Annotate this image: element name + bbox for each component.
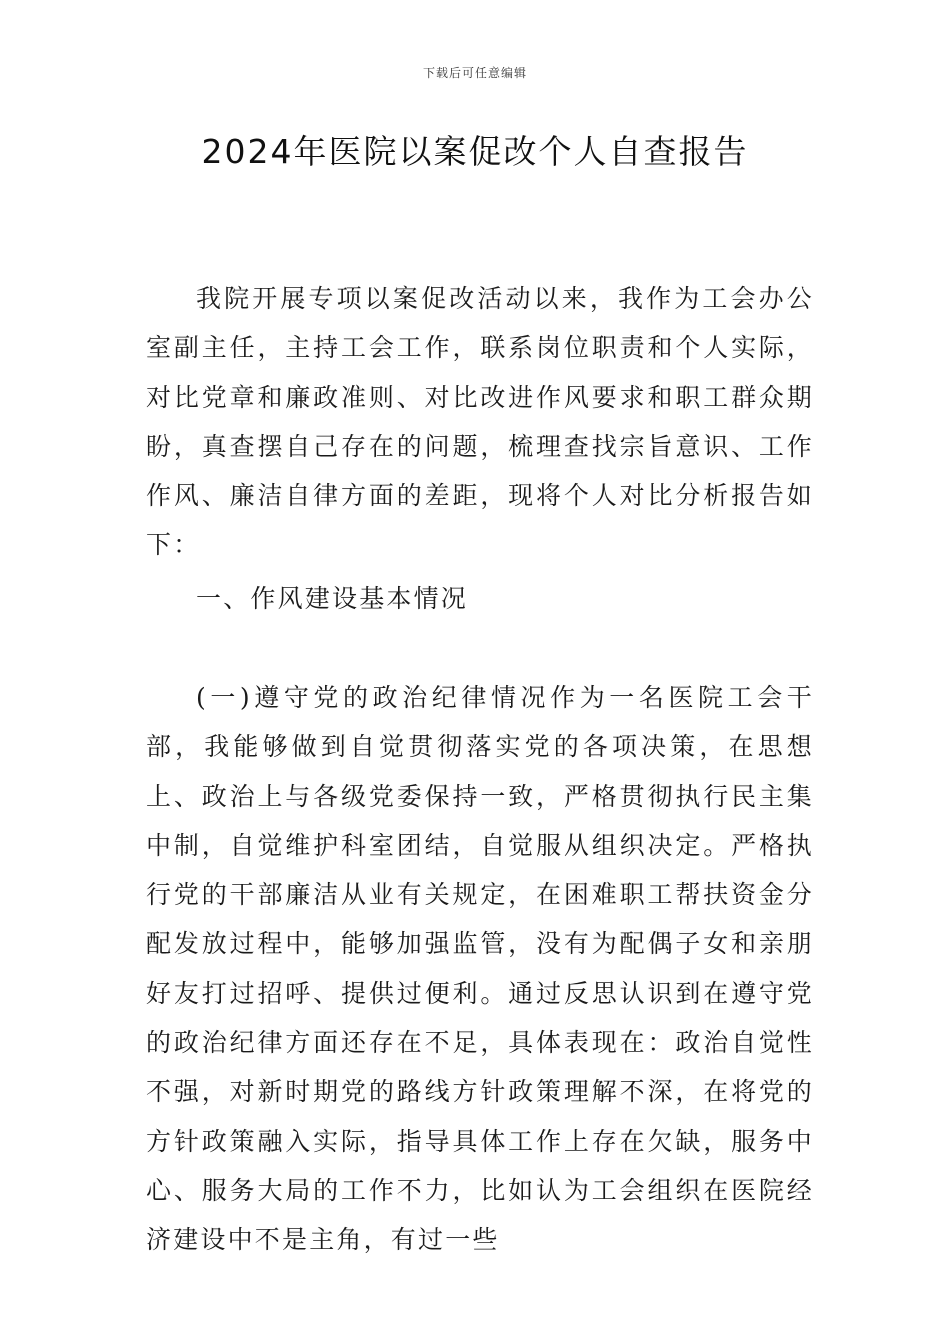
subsection-paragraph-one: (一)遵守党的政治纪律情况作为一名医院工会干部，我能够做到自觉贯彻落实党的各项决策，在思想上、政治上与各级党委保持一致，严格贯彻执行民主集中制，自觉维护科室团结，自觉服从组织决定。严格执行党的干部廉洁从业有关规定，在困难职工帮扶资金分配发放过程中，能够加强监管，没有为配偶子女和亲朋好友打过招呼、提供过便利。通过反思认识到在遵守党的政治纪律方面还存在不足，具体表现在：政治自觉性不强，对新时期党的路线方针政策理解不深，在将党的方针政策融入实际，指导具体工作上存在欠缺，服务中心、服务大局的工作不力，比如认为工会组织在医院经济建设中不是主角，有过一些 [146,683,814,1255]
intro-paragraph: 我院开展专项以案促改活动以来，我作为工会办公室副主任，主持工会工作，联系岗位职责和个人实际，对比党章和廉政准则、对比改进作风要求和职工群众期盼，真查摆自己存在的问题，梳理查找宗旨意识、工作作风、廉洁自律方面的差距，现将个人对比分析报告如下： [146,284,814,560]
document-title: 2024年医院以案促改个人自查报告 [201,132,749,171]
section-heading-one: 一、作风建设基本情况 [196,584,469,613]
header-note: 下载后可任意编辑 [422,66,527,80]
